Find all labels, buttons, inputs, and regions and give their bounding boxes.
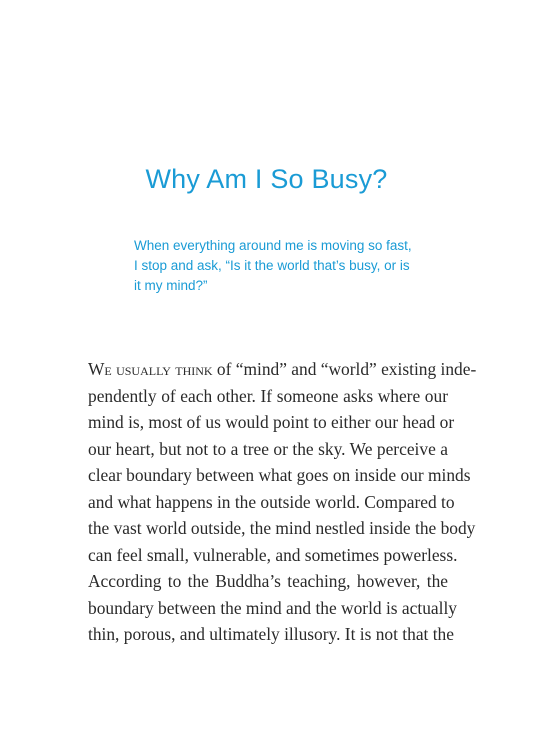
body-line: According to the Buddha’s teaching, however, the	[88, 571, 448, 591]
body-line: the vast world outside, the mind nestled inside the body	[88, 518, 476, 538]
body-line	[88, 356, 477, 383]
body-line: can feel small, vulnerable, and sometimes powerless.	[88, 544, 458, 565]
body-paragraph	[88, 356, 477, 648]
body-line: our heart, but not to a tree or the sky. We perceive a	[88, 438, 448, 459]
epigraph-line: I stop and ask, “Is it the world that’s busy, or is	[134, 258, 410, 273]
body-line: clear boundary between what goes on inside our minds	[88, 465, 471, 485]
chapter-title: Why Am I So Busy?	[145, 164, 388, 194]
body-line: thin, porous, and ultimately illusory. It is not that the	[88, 624, 454, 644]
body-line: boundary between the mind and the world is actually	[88, 597, 457, 618]
epigraph-line: When everything around me is moving so fast,	[134, 238, 412, 253]
epigraph	[134, 236, 434, 296]
body-line: mind is, most of us would point to either our head or	[88, 412, 455, 432]
lead-in-small-caps: We usually think	[88, 359, 213, 379]
body-line: and what happens in the outside world. Compared to	[88, 491, 455, 512]
first-line-text: of “mind” and “world” existing inde-	[212, 359, 477, 379]
body-line: pendently of each other. If someone asks where our	[88, 385, 448, 406]
epigraph-line: it my mind?”	[134, 278, 208, 293]
